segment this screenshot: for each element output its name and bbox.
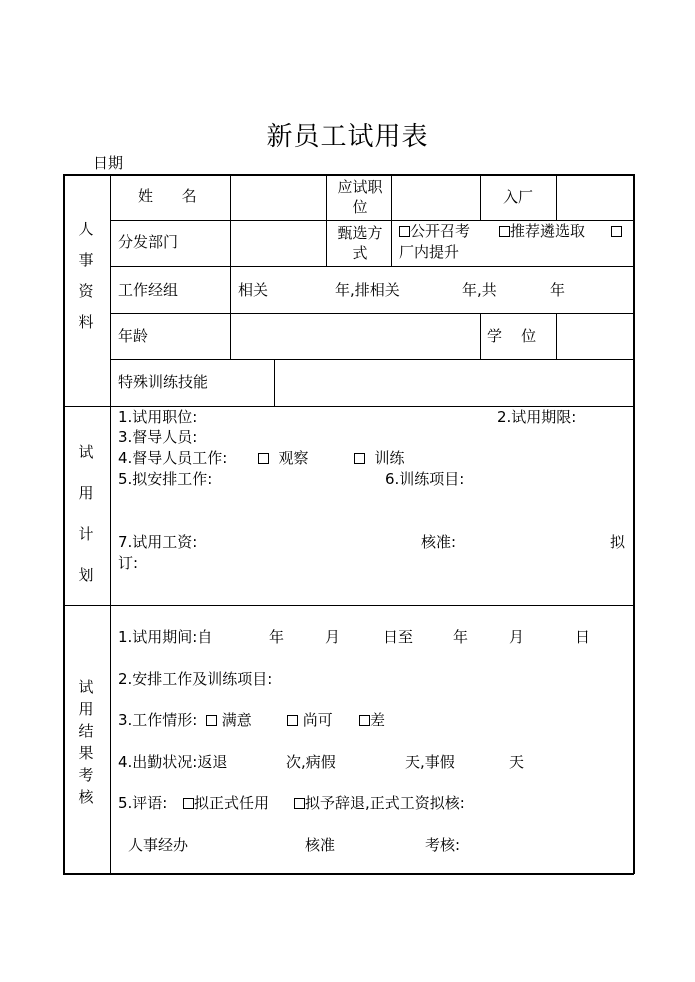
sign-hr: 人事经办 bbox=[128, 836, 189, 854]
result-m2: 月 bbox=[509, 628, 525, 646]
checkbox-icon[interactable] bbox=[294, 798, 305, 809]
result-d2: 日 bbox=[575, 628, 591, 646]
checkbox-icon[interactable] bbox=[258, 453, 269, 464]
plan-supervisor-work: 4.督导人员工作: bbox=[118, 449, 228, 467]
plan-training-items: 6.训练项目: bbox=[385, 470, 465, 488]
cond-fair[interactable]: 尚可 bbox=[287, 710, 333, 730]
result-y1: 年 bbox=[269, 628, 285, 646]
opt-recommend[interactable]: 推荐遴选取 bbox=[499, 221, 585, 241]
name-label: 姓 名 bbox=[138, 187, 197, 205]
skills-label: 特殊训练技能 bbox=[118, 373, 209, 391]
plan-salary: 7.试用工资: bbox=[118, 533, 198, 551]
result-work: 2.安排工作及训练项目: bbox=[118, 670, 273, 688]
exp-year: 年 bbox=[550, 281, 566, 299]
cond-satisfied[interactable]: 满意 bbox=[206, 710, 252, 730]
plan-approve: 核准: bbox=[421, 533, 457, 551]
position-applied-label: 应试职位 bbox=[337, 178, 383, 216]
plan-arranged-work: 5.拟安排工作: bbox=[118, 470, 213, 488]
result-period: 1.试用期间:自 bbox=[118, 628, 213, 646]
dept-label: 分发部门 bbox=[118, 233, 179, 251]
opt-open-recruit[interactable]: 公开召考 bbox=[399, 221, 470, 241]
att-sick: 次,病假 bbox=[286, 753, 336, 771]
experience-label: 工作经组 bbox=[118, 281, 179, 299]
section-result-label: 试 用 结 果 考 核 bbox=[78, 678, 94, 806]
sign-assess: 考核: bbox=[425, 836, 461, 854]
plan-position: 1.试用职位: bbox=[118, 408, 198, 426]
result-comment: 5.评语: bbox=[118, 794, 168, 812]
checkbox-icon[interactable] bbox=[287, 715, 298, 726]
opt-internal-checkbox[interactable] bbox=[611, 221, 622, 241]
plan-train[interactable]: 训练 bbox=[354, 448, 405, 468]
sign-approve: 核准 bbox=[305, 836, 336, 854]
join-label: 入厂 bbox=[503, 188, 534, 206]
opt-internal-label: 厂内提升 bbox=[399, 243, 460, 261]
checkbox-icon[interactable] bbox=[611, 226, 622, 237]
cond-poor[interactable]: 差 bbox=[359, 710, 385, 730]
exp-unrelated: 年,排相关 bbox=[335, 281, 400, 299]
result-y2: 年 bbox=[453, 628, 469, 646]
plan-period: 2.试用期限: bbox=[497, 408, 577, 426]
degree-label: 学 位 bbox=[487, 327, 537, 345]
att-personal: 天,事假 bbox=[405, 753, 455, 771]
checkbox-icon[interactable] bbox=[499, 226, 510, 237]
plan-set: 订: bbox=[118, 554, 139, 572]
result-attendance: 4.出勤状况:返退 bbox=[118, 753, 228, 771]
checkbox-icon[interactable] bbox=[399, 226, 410, 237]
checkbox-icon[interactable] bbox=[206, 715, 217, 726]
result-m1: 月 bbox=[325, 628, 341, 646]
plan-propose: 拟 bbox=[610, 533, 626, 551]
age-label: 年龄 bbox=[118, 327, 149, 345]
selection-method-label: 甄选方式 bbox=[337, 224, 383, 262]
result-condition: 3.工作情形: bbox=[118, 711, 198, 729]
exp-related: 相关 bbox=[238, 281, 269, 299]
result-d1: 日至 bbox=[383, 628, 414, 646]
date-label: 日期 bbox=[93, 154, 124, 172]
eval-dismiss[interactable]: 拟予辞退,正式工资拟核: bbox=[294, 793, 465, 813]
exp-total: 年,共 bbox=[462, 281, 497, 299]
plan-observe[interactable]: 观察 bbox=[258, 448, 309, 468]
checkbox-icon[interactable] bbox=[359, 715, 370, 726]
checkbox-icon[interactable] bbox=[183, 798, 194, 809]
eval-hire[interactable]: 拟正式任用 bbox=[183, 793, 269, 813]
plan-supervisor: 3.督导人员: bbox=[118, 428, 198, 446]
att-day: 天 bbox=[509, 753, 525, 771]
page-title: 新员工试用表 bbox=[266, 122, 429, 152]
section-plan-label: 试 用 计 划 bbox=[78, 443, 94, 584]
section-personnel-label: 人 事 资 料 bbox=[78, 220, 94, 331]
checkbox-icon[interactable] bbox=[354, 453, 365, 464]
